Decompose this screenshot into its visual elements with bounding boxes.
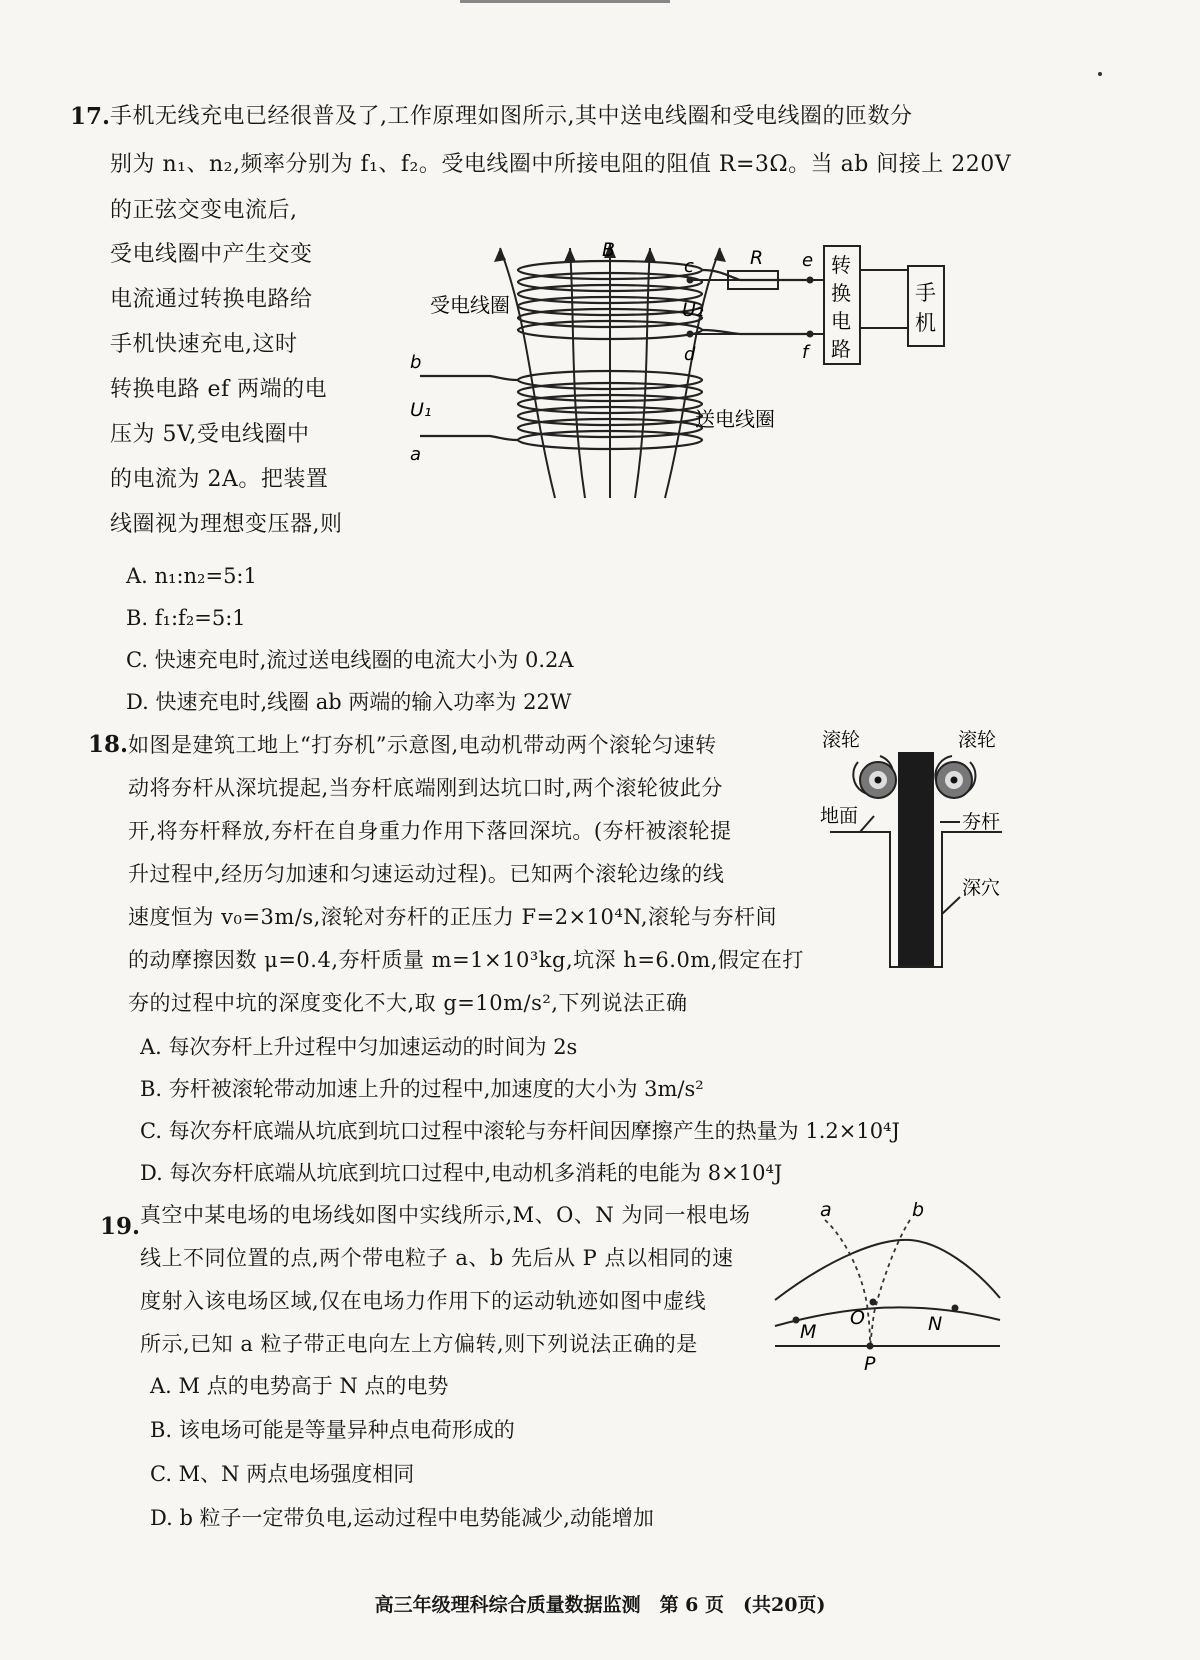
scan-edge-mark [460,0,670,3]
q17-line: 手机快速充电,这时 [110,332,298,357]
q18-line: 夯的过程中坑的深度变化不大,取 g=10m/s²,下列说法正确 [128,991,688,1015]
q19-line: 所示,已知 a 粒子带正电向左上方偏转,则下列说法正确的是 [140,1332,698,1356]
converter-char: 换 [831,281,851,305]
label-a: a [410,444,422,465]
label-rod: 夯杆 [962,811,1001,833]
q17-line: 受电线圈中产生交变 [110,242,313,267]
label-d: d [684,344,696,365]
q19-option-b: B. 该电场可能是等量异种点电荷形成的 [150,1418,515,1442]
label-b: b [912,1199,925,1221]
q19-line: 度射入该电场区域,仅在电场力作用下的运动轨迹如图中虚线 [140,1289,707,1313]
label-a: a [820,1199,832,1221]
electric-field-diagram [770,1198,1010,1378]
converter-char: 电 [831,309,851,333]
label-N: N [928,1313,943,1335]
phone-char: 机 [915,311,936,335]
q17-option-c: C. 快速充电时,流过送电线圈的电流大小为 0.2A [126,648,574,672]
q18-option-b: B. 夯杆被滚轮带动加速上升的过程中,加速度的大小为 3m/s² [140,1077,704,1101]
q18-line: 的动摩擦因数 μ=0.4,夯杆质量 m=1×10³kg,坑深 h=6.0m,假定在打 [128,948,804,972]
q18-line: 如图是建筑工地上“打夯机”示意图,电动机带动两个滚轮匀速转 [128,733,717,757]
label-P: P [864,1353,876,1375]
sending-coil [420,371,702,449]
label-M: M [800,1321,817,1343]
q17-line: 电流通过转换电路给 [110,287,313,312]
q19-number: 19. [100,1213,141,1240]
q19-option-a: A. M 点的电势高于 N 点的电势 [150,1374,449,1398]
q18-number: 18. [88,731,129,758]
label-receive-coil: 受电线圈 [430,293,510,317]
q17-line: 手机无线充电已经很普及了,工作原理如图所示,其中送电线圈和受电线圈的匝数分 [110,104,913,129]
q18-line: 升过程中,经历匀加速和匀速运动过程)。已知两个滚轮边缘的线 [128,862,725,886]
label-B: B [602,239,616,261]
rammer-diagram [820,722,1020,972]
q19-option-d: D. b 粒子一定带负电,运动过程中电势能减少,动能增加 [150,1506,654,1530]
converter-char: 转 [831,253,851,277]
q17-option-a: A. n₁:n₂=5:1 [126,564,257,588]
label-roller-right: 滚轮 [958,729,997,751]
label-f: f [802,342,809,363]
q17-line: 的正弦交变电流后, [110,198,298,223]
label-e: e [802,250,814,271]
q18-option-c: C. 每次夯杆底端从坑底到坑口过程中滚轮与夯杆间因摩擦产生的热量为 1.2×10⁴J [140,1119,900,1143]
q18-line: 开,将夯杆释放,夯杆在自身重力作用下落回深坑。(夯杆被滚轮提 [128,819,732,843]
q17-line: 压为 5V,受电线圈中 [110,422,310,447]
q17-line: 别为 n₁、n₂,频率分别为 f₁、f₂。受电线圈中所接电阻的阻值 R=3Ω。当 ab 间接上 220V [110,152,1012,177]
q17-line: 的电流为 2A。把装置 [110,467,329,492]
receiving-coil [518,261,810,339]
label-U1: U₁ [410,399,432,421]
wireless-charging-diagram [410,238,1010,518]
q17-line: 线圈视为理想变压器,则 [110,512,343,537]
converter-char: 路 [831,337,851,361]
q18-line: 速度恒为 v₀=3m/s,滚轮对夯杆的正压力 F=2×10⁴N,滚轮与夯杆间 [128,905,777,929]
phone-char: 手 [915,281,936,305]
label-U2: U₂ [682,299,704,321]
q18-option-a: A. 每次夯杆上升过程中匀加速运动的时间为 2s [140,1035,578,1059]
q19-line: 真空中某电场的电场线如图中实线所示,M、O、N 为同一根电场 [140,1203,751,1227]
label-O: O [850,1307,865,1329]
q19-line: 线上不同位置的点,两个带电粒子 a、b 先后从 P 点以相同的速 [140,1246,734,1270]
q18-line: 动将夯杆从深坑提起,当夯杆底端刚到达坑口时,两个滚轮彼此分 [128,776,723,800]
label-pit: 深穴 [962,877,1001,899]
q17-option-d: D. 快速充电时,线圈 ab 两端的输入功率为 22W [126,690,572,714]
page-footer: 高三年级理科综合质量数据监测 第 6 页 (共20页) [374,1594,826,1616]
label-b: b [410,352,422,373]
q17-line: 转换电路 ef 两端的电 [110,377,328,402]
scan-speck [1098,72,1102,76]
q17-option-b: B. f₁:f₂=5:1 [126,606,246,630]
q17-number: 17. [70,103,111,130]
label-send-coil: 送电线圈 [695,407,775,431]
label-c: c [684,256,694,277]
q19-option-c: C. M、N 两点电场强度相同 [150,1462,415,1486]
label-R: R [750,247,764,269]
label-ground: 地面 [820,805,859,827]
q18-option-d: D. 每次夯杆底端从坑底到坑口过程中,电动机多消耗的电能为 8×10⁴J [140,1161,783,1185]
label-roller-left: 滚轮 [822,729,861,751]
